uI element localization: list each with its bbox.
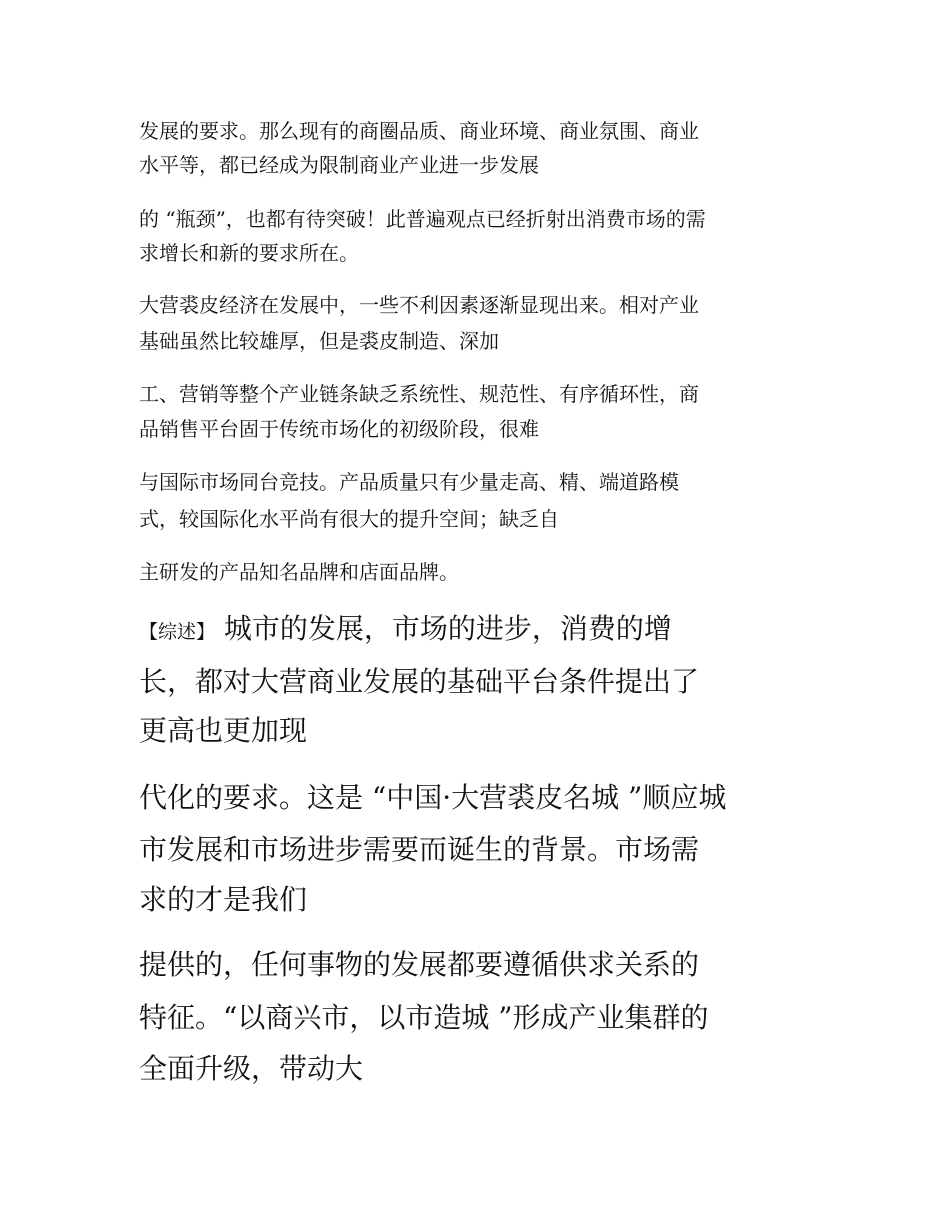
summary-tag: 【综述】 (139, 621, 216, 643)
paragraph-line: 求增长和新的要求所在。 (139, 241, 359, 265)
paragraph-line: 主研发的产品知名品牌和店面品牌。 (139, 560, 459, 584)
paragraph-line: 式，较国际化水平尚有很大的提升空间；缺乏自 (139, 507, 559, 531)
paragraph-line: 全面升级，带动大 (139, 1052, 364, 1085)
paragraph-line: 代化的要求。这是 “中国·大营裘皮名城 ”顺应城 (139, 781, 727, 814)
paragraph-line: 长，都对大营商业发展的基础平台条件提出了 (139, 665, 700, 698)
paragraph-line: 更高也更加现 (139, 714, 308, 747)
paragraph-line: 求的才是我们 (139, 883, 308, 916)
summary-text: 城市的发展，市场的进步，消费的增 (223, 612, 672, 645)
paragraph-line: 特征。“以商兴市，以市造城 ”形成产业集群的 (139, 1001, 709, 1034)
summary-line (139, 609, 672, 652)
paragraph-line: 品销售平台固于传统市场化的初级阶段，很难 (139, 417, 539, 441)
paragraph-line: 发展的要求。那么现有的商圈品质、商业环境、商业氛围、商业 (139, 119, 699, 143)
paragraph-line: 市发展和市场进步需要而诞生的背景。市场需 (139, 833, 700, 866)
paragraph-line: 的 “瓶颈”，也都有待突破！此普遍观点已经折射出消费市场的需 (139, 207, 706, 231)
paragraph-line: 提供的，任何事物的发展都要遵循供求关系的 (139, 948, 700, 981)
paragraph-line: 大营裘皮经济在发展中，一些不利因素逐渐显现出来。相对产业 (139, 293, 699, 317)
paragraph-line: 水平等，都已经成为限制商业产业进一步发展 (139, 153, 539, 177)
paragraph-line: 工、营销等整个产业链条缺乏系统性、规范性、有序循环性，商 (139, 382, 699, 406)
paragraph-line: 与国际市场同台竞技。产品质量只有少量走高、精、端道路模 (139, 470, 679, 494)
paragraph-line: 基础虽然比较雄厚，但是裘皮制造、深加 (139, 329, 499, 353)
